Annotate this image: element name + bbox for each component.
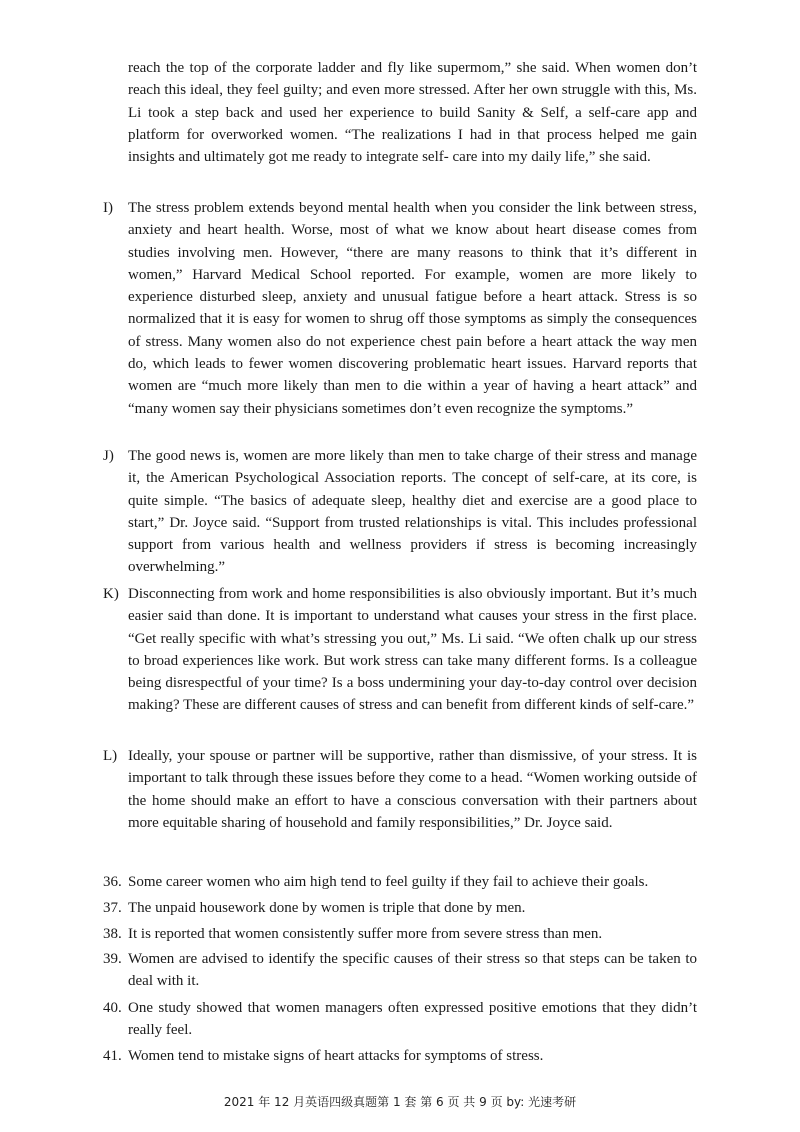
paragraph-text: The good news is, women are more likely than men to take charge of their stress and manage it, the American Psychological Association reports. The concept of self-care, at its core, is quite simple. “The basics of adequate sleep, healthy diet and exercise are a good place to start,” Dr. Joyce said. “Support from trusted relationships is vital. This includes professional support from various health and wellness providers if stress is becoming increasingly overwhelming.” xyxy=(128,448,697,576)
paragraph-text: The stress problem extends beyond mental health when you consider the link between stress, anxiety and heart health. Worse, most of what we know about heart disease comes from studies involving men. However, “there are many reasons to think that it’s different in women,” Harvard Medical School reported. For example, women are more likely to experience disturbed sleep, anxiety and unusual fatigue before a heart attack. Stress is so normalized that it is easy for women to shrug off those symptoms as simply the consequences of stress. Many women also do not experience chest pain before a heart attack the way men do, which leads to fewer women discovering problematic heart issues. Harvard reports that women are “much more likely than men to die within a year of having a heart attack” and “many women say their physicians sometimes don’t even recognize the symptoms.” xyxy=(128,200,697,417)
question-item xyxy=(103,948,697,993)
question-text: Women are advised to identify the specific causes of their stress so that steps can be taken to deal with it. xyxy=(128,951,697,990)
paragraph-label: J) xyxy=(103,448,114,464)
question-item xyxy=(103,1045,697,1067)
paragraph-label: K) xyxy=(103,586,119,602)
passage-paragraph-l xyxy=(103,745,697,834)
passage-paragraph-k xyxy=(103,583,697,717)
question-number: 37. xyxy=(103,900,122,916)
question-number: 36. xyxy=(103,874,122,890)
page-footer: 2021 年 12 月英语四级真题第 1 套 第 6 页 共 9 页 by: 光速考研 xyxy=(223,1095,577,1109)
question-item xyxy=(103,997,697,1042)
question-text: Women tend to mistake signs of heart attacks for symptoms of stress. xyxy=(128,1048,544,1064)
paragraph-label: I) xyxy=(103,200,113,216)
passage-continuation xyxy=(128,57,697,168)
question-text: Some career women who aim high tend to feel guilty if they fail to achieve their goals. xyxy=(128,874,649,890)
question-item xyxy=(103,923,697,945)
question-text: The unpaid housework done by women is triple that done by men. xyxy=(128,900,526,916)
continuation-text: reach the top of the corporate ladder and fly like supermom,” she said. When women don’t reach this ideal, they feel guilty; and even more stressed. After her own struggle with this, Ms. Li took a step back and used her experience to build Sanity & Self, a self-care app and platform for overworked women. “The realizations I had in that process helped me gain insights and ultimately got me ready to integrate self- care into my daily life,” she said. xyxy=(128,60,697,166)
passage-paragraph-j xyxy=(103,445,697,579)
question-number: 38. xyxy=(103,926,122,942)
paragraph-label: L) xyxy=(103,748,118,764)
question-number: 41. xyxy=(103,1048,122,1064)
question-number: 39. xyxy=(103,951,122,967)
paragraph-text: Ideally, your spouse or partner will be supportive, rather than dismissive, of your stress. It is important to talk through these issues before they come to a head. “Women working outside of the home should make an effort to have a conscious conversation with their partners about more equitable sharing of household and family responsibilities,” Dr. Joyce said. xyxy=(128,748,697,831)
passage-paragraph-i xyxy=(103,197,697,420)
question-item xyxy=(103,897,697,919)
question-number: 40. xyxy=(103,1000,122,1016)
paragraph-text: Disconnecting from work and home responsibilities is also obviously important. But it’s much easier said than done. It is important to understand what causes your stress in the first place. “Get really specific with what’s stressing you out,” Ms. Li said. “We often chalk up our stress to broad experiences like work. But work stress can take many different forms. Is a colleague being disrespectful of your time? Is a boss undermining your day-to-day control over decision making? These are different causes of stress and can benefit from different kinds of self-care.” xyxy=(128,586,697,714)
question-text: It is reported that women consistently suffer more from severe stress than men. xyxy=(128,926,603,942)
question-item xyxy=(103,871,697,893)
question-text: One study showed that women managers often expressed positive emotions that they didn’t really feel. xyxy=(128,1000,697,1039)
